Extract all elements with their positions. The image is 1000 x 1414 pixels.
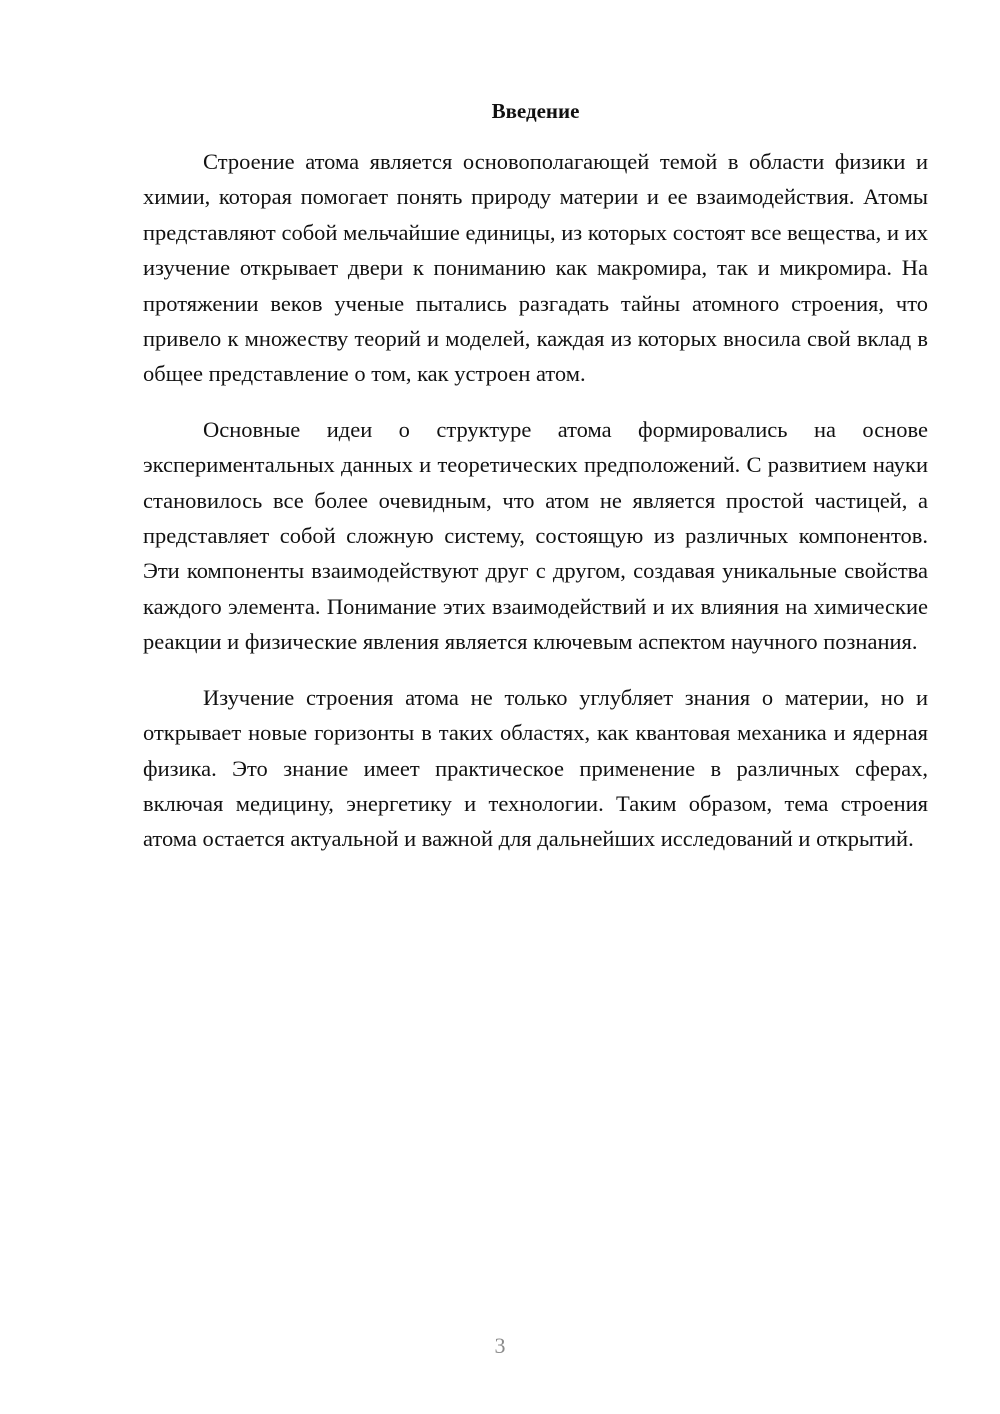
page-content [143,96,928,877]
paragraph-3: Изучение строения атома не только углубляет знания о материи, но и открывает новые горизонты в таких областях, как квантовая механика и ядерная физика. Это знание имеет практическое применение в различных сферах, включая медицину, энергетику и технологии. Таким образом, тема строения атома остается актуальной и важной для дальнейших исследований и открытий. [143,684,928,852]
paragraph-2: Основные идеи о структуре атома формировались на основе экспериментальных данных и теоретических предположений. С развитием науки становилось все более очевидным, что атом не является простой частицей, а представляет собой сложную систему, состоящую из различных компонентов. Эти компоненты взаимодействуют друг с другом, создавая уникальные свойства каждого элемента. Понимание этих взаимодействий и их влияния на химические реакции и физические явления является ключевым аспектом научного познания. [143,416,928,655]
paragraph-1: Строение атома является основополагающей темой в области физики и химии, которая помогает понять природу материи и ее взаимодействия. Атомы представляют собой мельчайшие единицы, из которых состоят все вещества, и их изучение открывает двери к пониманию как макромира, так и микромира. На протяжении веков ученые пытались разгадать тайны атомного строения, что привело к множеству теорий и моделей, каждая из которых вносила свой вклад в общее представление о том, как устроен атом. [143,149,928,387]
section-title: Введение [491,99,580,123]
page-number: 3 [494,1333,506,1358]
